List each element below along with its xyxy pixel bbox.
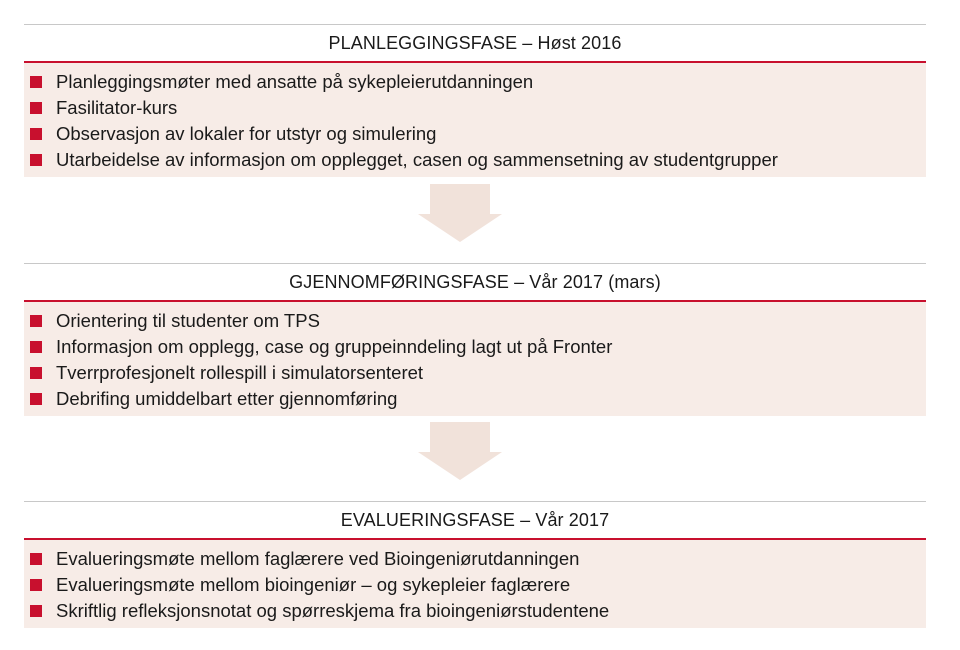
down-arrow-icon: [418, 422, 502, 480]
square-bullet-icon: [30, 367, 42, 379]
list-item-label: Debrifing umiddelbart etter gjennomføring: [56, 388, 398, 409]
list-item: [30, 546, 926, 572]
phase-title: GJENNOMFØRINGSFASE – Vår 2017 (mars): [24, 263, 926, 302]
square-bullet-icon: [30, 128, 42, 140]
phase-execution: [24, 263, 926, 416]
list-item-label: Planleggingsmøter med ansatte på sykepleierutdanningen: [56, 71, 534, 92]
phase-title: EVALUERINGSFASE – Vår 2017: [24, 501, 926, 540]
down-arrow-icon: [418, 184, 502, 242]
phase-items: [24, 63, 926, 177]
list-item-label: Informasjon om opplegg, case og gruppeinndeling lagt ut på Fronter: [56, 336, 613, 357]
square-bullet-icon: [30, 76, 42, 88]
phase-items: [24, 540, 926, 628]
phase-planning: [24, 24, 926, 177]
square-bullet-icon: [30, 393, 42, 405]
list-item-label: Evalueringsmøte mellom faglærere ved Bioingeniørutdanningen: [56, 548, 580, 569]
list-item: [30, 572, 926, 598]
square-bullet-icon: [30, 341, 42, 353]
square-bullet-icon: [30, 315, 42, 327]
list-item-label: Skriftlig refleksjonsnotat og spørreskjema fra bioingeniørstudentene: [56, 600, 610, 621]
list-item-label: Evalueringsmøte mellom bioingeniør – og sykepleier faglærere: [56, 574, 571, 595]
list-item-label: Fasilitator-kurs: [56, 97, 178, 118]
phase-items: [24, 302, 926, 416]
list-item: [30, 334, 926, 360]
square-bullet-icon: [30, 102, 42, 114]
phase-title: PLANLEGGINGSFASE – Høst 2016: [24, 24, 926, 63]
square-bullet-icon: [30, 154, 42, 166]
list-item: [30, 121, 926, 147]
list-item-label: Orientering til studenter om TPS: [56, 310, 320, 331]
list-item: [30, 598, 926, 624]
list-item: [30, 147, 926, 173]
list-item-label: Utarbeidelse av informasjon om opplegget, casen og sammensetning av studentgrupper: [56, 149, 778, 170]
list-item: [30, 386, 926, 412]
list-item: [30, 95, 926, 121]
square-bullet-icon: [30, 605, 42, 617]
list-item: [30, 69, 926, 95]
list-item: [30, 308, 926, 334]
square-bullet-icon: [30, 553, 42, 565]
list-item: [30, 360, 926, 386]
square-bullet-icon: [30, 579, 42, 591]
phase-evaluation: [24, 501, 926, 628]
list-item-label: Tverrprofesjonelt rollespill i simulatorsenteret: [56, 362, 424, 383]
list-item-label: Observasjon av lokaler for utstyr og simulering: [56, 123, 437, 144]
